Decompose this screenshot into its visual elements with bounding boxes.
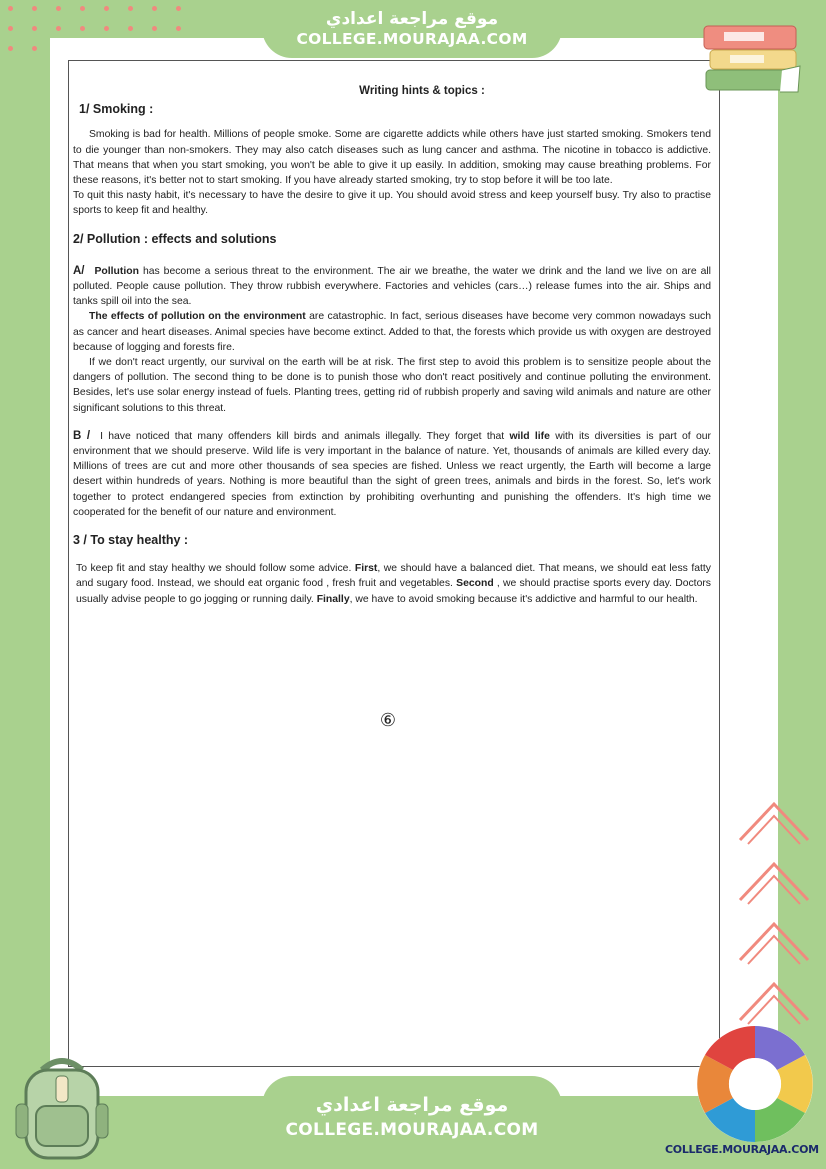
- paragraph-text: , we should have a balanced diet. That means, we should eat less fatty and sugary food. Instead, we should eat organic food , fresh fruit and vegetables.: [76, 563, 711, 590]
- footer-site-url[interactable]: COLLEGE.MOURAJAA.COM: [285, 1120, 539, 1140]
- document-content: [73, 84, 711, 607]
- header-site-url[interactable]: COLLEGE.MOURAJAA.COM: [296, 30, 528, 48]
- chevron-up-icon: [734, 912, 814, 972]
- paragraph: [73, 309, 711, 355]
- paragraph: If we don't react urgently, our survival on the earth will be at risk. The first step to avoid this problem is to sensitize people about the dangers of pollution. The second thing to be done is to punish those who don't react positively and continue polluting the environment. Besides, let's use solar energy instead of fuels. Planting trees, getting rid of rubbish properly and saving wild animals and nature are other significant solutions to this threat.: [73, 357, 711, 414]
- paragraph-text: To keep fit and stay healthy we should follow some advice.: [76, 563, 355, 575]
- section-heading-pollution: 2/ Pollution : effects and solutions: [73, 231, 277, 246]
- site-logo: [693, 1022, 817, 1146]
- bold-term: wild life: [509, 430, 550, 442]
- bold-term: Pollution: [94, 265, 139, 277]
- chevron-up-icon: [734, 792, 814, 852]
- footer-banner: [262, 1076, 562, 1169]
- paragraph: [73, 561, 711, 607]
- paragraph-b: [73, 429, 711, 520]
- chevron-up-icon: [734, 852, 814, 912]
- label-b: B /: [73, 429, 91, 442]
- paragraph-text: I have noticed that many offenders kill birds and animals illegally. They forget that: [100, 430, 510, 442]
- bold-term: The effects of pollution on the environment: [89, 311, 306, 323]
- label-a: A/: [73, 264, 85, 277]
- header-site-arabic: موقع مراجعة اعدادي: [325, 9, 499, 29]
- paragraph-text: has become a serious threat to the environment. The air we breathe, the water we drink and the land we live on are all polluted. People cause pollution. They throw rubbish everywhere. Factories and vehicles (cars…) release fumes into the air. Ships and tanks spill oil into the sea.: [73, 265, 711, 308]
- header-banner: [262, 0, 562, 58]
- section-heading-healthy: 3 / To stay healthy :: [73, 533, 189, 548]
- bold-term: Second: [456, 578, 494, 590]
- paragraph-text: with its diversities is part of our environment that we should preserve. Wild life is very important in the balance of nature. Yet, thousands of animals are killed every day. Millions of trees are cut and more other thousands of sea species are fished. Unless we react urgently, the Earth will become a large desert within hundreds of years. Nothing is more beautiful than the sight of green trees, animals and birds in the forest. So, let's work together to protect endangered species from extinction by prohibiting overhunting and punishing the offenders. It's high time we cooperated for the benefit of our nature and environment.: [73, 430, 711, 518]
- paragraph-a: [73, 264, 711, 310]
- section-heading-smoking: 1/ Smoking :: [79, 102, 154, 117]
- logo-url[interactable]: COLLEGE.MOURAJAA.COM: [665, 1143, 819, 1156]
- paragraph-text: , we should practise sports every day. Doctors usually advise people to go jogging or running daily.: [76, 578, 711, 605]
- document-title: Writing hints & topics :: [359, 85, 485, 97]
- backpack-icon: [12, 1052, 112, 1164]
- bold-term: Finally: [316, 593, 350, 605]
- footer-site-arabic: موقع مراجعة اعدادي: [315, 1094, 509, 1116]
- page-number: ⑥: [379, 710, 397, 730]
- paragraph-text: , we have to avoid smoking because it's addictive and harmful to our health.: [349, 593, 698, 605]
- books-stack-icon: [700, 12, 804, 94]
- paragraph: To quit this nasty habit, it's necessary to have the desire to give it up. You should avoid stress and keep yourself busy. Try also to practise sports to keep fit and healthy.: [73, 190, 711, 217]
- paragraph: Smoking is bad for health. Millions of people smoke. Some are cigarette addicts while others have just started smoking. Smokers tend to die younger than non-smokers. They may also catch diseases such as lung cancer and asthma. The nicotine in tobacco is addictive. That means that when you start smoking, you won't be able to give it up easily. In addition, smoking may cause breathing problems. For these reasons, it's better not to start smoking. If you have already started smoking, try to stop before it will be too late.: [73, 129, 711, 187]
- bold-term: First: [354, 563, 378, 575]
- paragraph-text: are catastrophic. In fact, serious diseases have become very common nowadays such as cancer and heart diseases. Animal species have become extinct. Added to that, the forests which provide us with oxygen are destroyed because of logging and forests fire.: [73, 311, 711, 353]
